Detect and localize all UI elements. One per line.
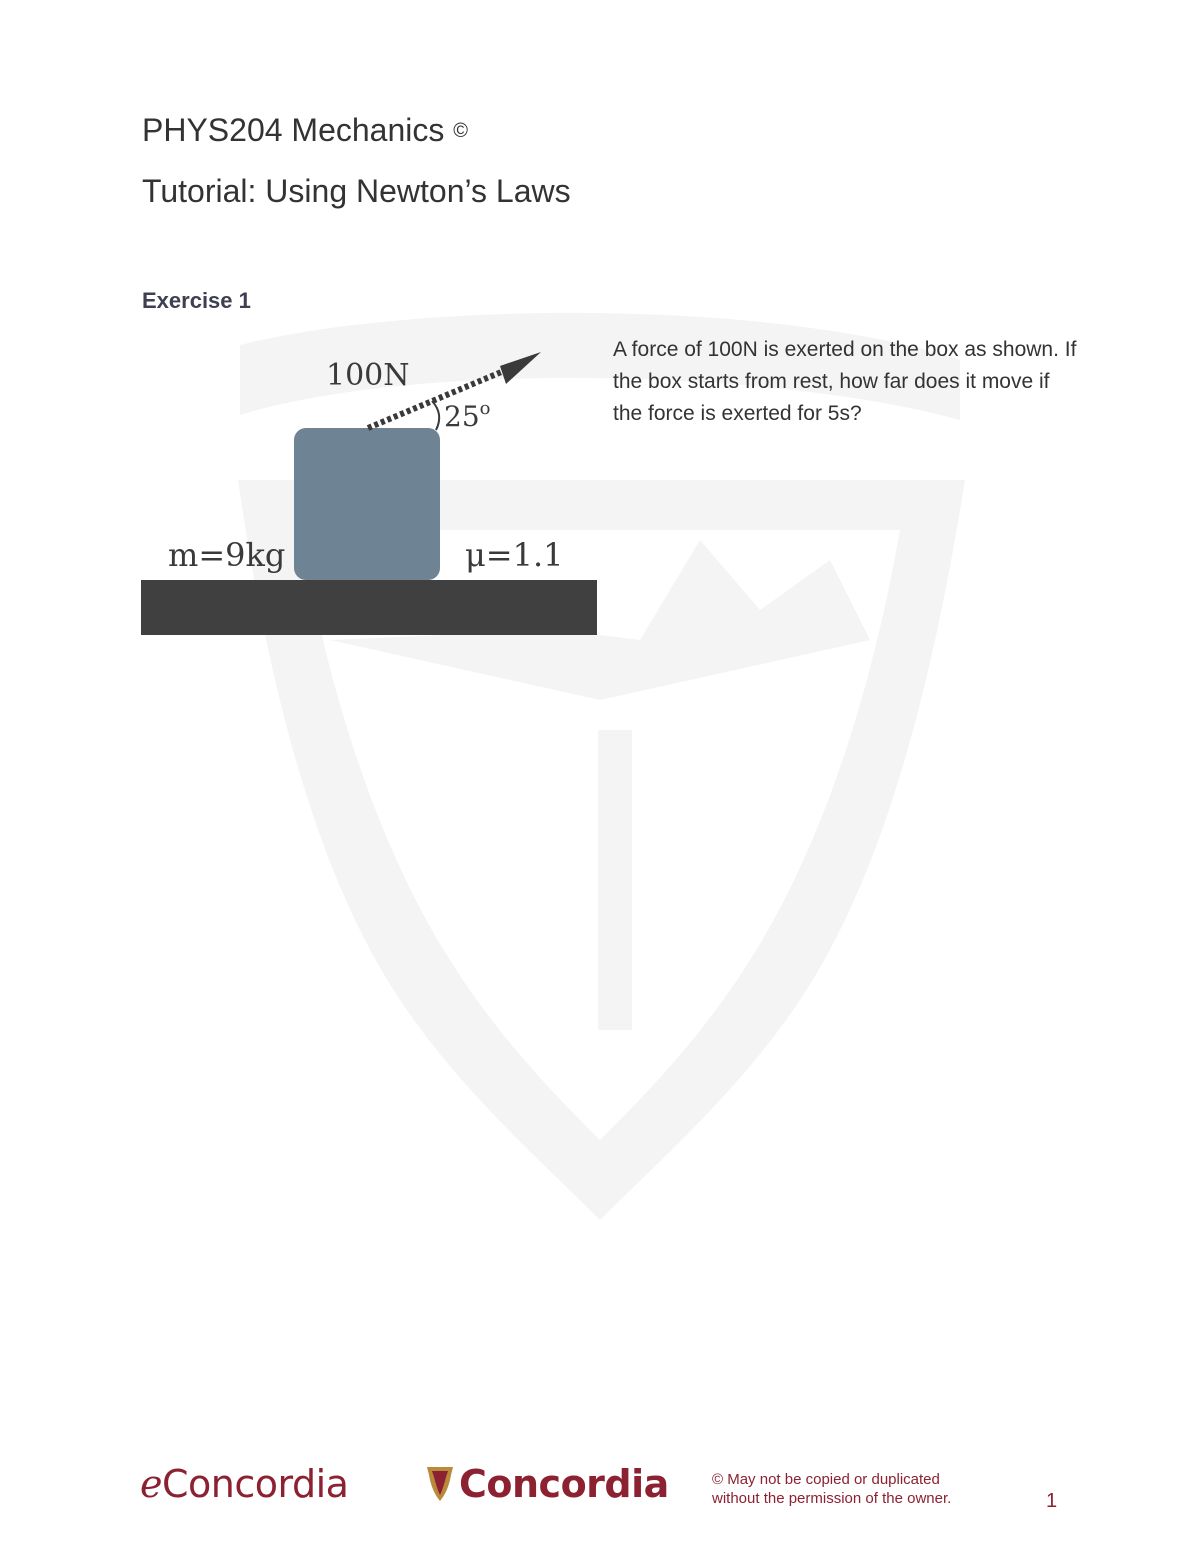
econcordia-logo-prefix: e	[140, 1462, 162, 1506]
concordia-logo-text: Concordia	[459, 1462, 669, 1506]
copyright-notice-line1: © May not be copied or duplicated	[712, 1471, 940, 1488]
copyright-icon: ©	[453, 120, 469, 142]
course-title-text: PHYS204 Mechanics	[142, 112, 445, 148]
econcordia-logo	[140, 1462, 348, 1506]
concordia-logo	[425, 1462, 669, 1506]
econcordia-logo-text: Concordia	[162, 1462, 349, 1506]
concordia-shield-icon	[425, 1465, 455, 1503]
angle-arc	[432, 401, 439, 430]
angle-degree: o	[479, 398, 491, 419]
copyright-notice	[712, 1470, 951, 1508]
mass-label: m=9kg	[168, 536, 286, 574]
ground-surface	[141, 580, 597, 635]
page-number: 1	[1046, 1490, 1058, 1512]
force-arrow-head	[500, 352, 541, 384]
angle-label	[444, 398, 490, 433]
force-label: 100N	[326, 358, 410, 393]
angle-value: 25	[444, 400, 480, 433]
copyright-notice-line2: without the permission of the owner.	[712, 1490, 952, 1507]
tutorial-title: Tutorial: Using Newton’s Laws	[142, 173, 571, 209]
box	[294, 428, 440, 580]
exercise-question: A force of 100N is exerted on the box as shown. If the box starts from rest, how far does it move if the force is exerted for 5s?	[613, 338, 1077, 425]
friction-label: μ=1.1	[465, 536, 564, 574]
exercise-heading: Exercise 1	[142, 288, 251, 313]
